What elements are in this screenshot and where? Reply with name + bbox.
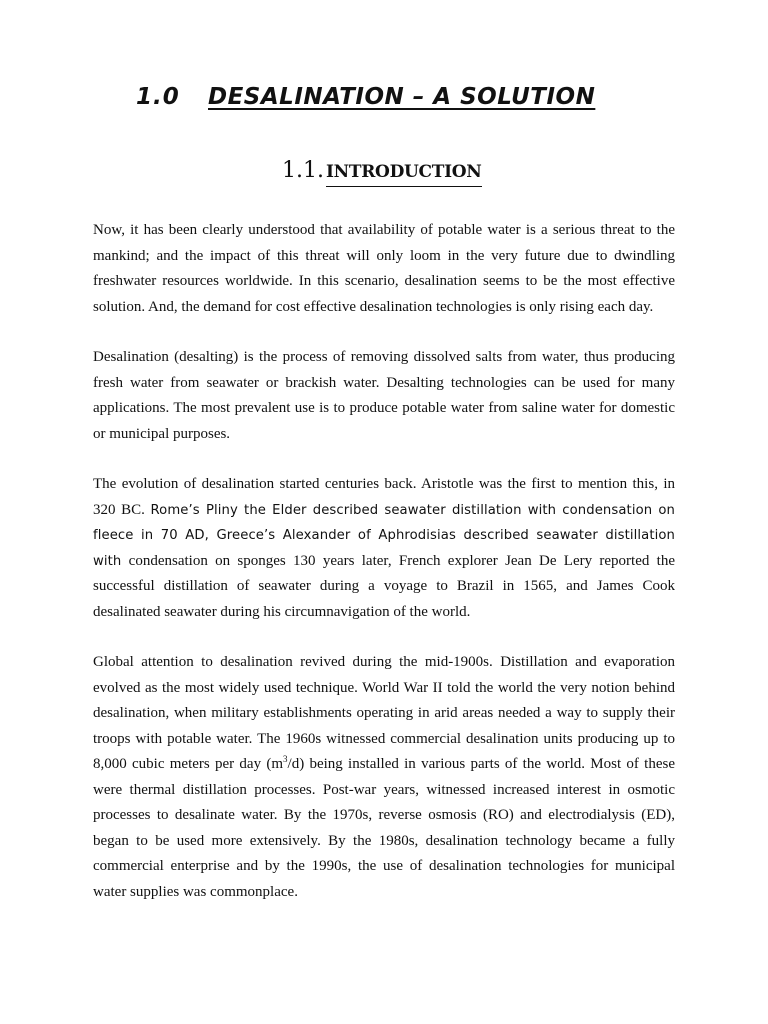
section-number: 1.1.: [282, 158, 324, 183]
paragraph-3-part-2: Rome’s Pliny the Elder described seawater distillation with condensation on fleece in 70 AD, Greece’s Alexander of Aphrodisias described seawater distillation with: [93, 502, 675, 569]
paragraph-1: Now, it has been clearly understood that availability of potable water is a serious threat to the mankind; and the impact of this threat will only loom in the very future due to dwindling freshwater resources worldwide. In this scenario, desalination seems to be the most effective solution. And, the demand for cost effective desalination technologies is only rising each day.: [93, 222, 675, 315]
section-title: INTRODUCTION: [326, 162, 482, 187]
paragraph-4-part-2: /d) being installed in various parts of the world. Most of these were thermal distillation processes. Post-war years, witnessed increased interest in osmotic processes to desalinate water. By the 1970s, reverse osmosis (RO) and electrodialysis (ED), began to be used more extensively. By the 1980s, desalination technology became a fully commercial enterprise and by the 1990s, the use of desalination technologies for municipal water supplies was commonplace.: [93, 756, 675, 900]
paragraph-2: Desalination (desalting) is the process of removing dissolved salts from water, thus producing fresh water from seawater or brackish water. Desalting technologies can be used for many applications. The most prevalent use is to produce potable water from saline water for domestic or municipal purposes.: [93, 349, 675, 442]
chapter-heading: [0, 84, 768, 124]
chapter-number: 1.0: [136, 84, 180, 110]
section-heading: [282, 158, 482, 192]
paragraph-3-part-3: condensation on sponges 130 years later, French explorer Jean De Lery reported the successful distillation of seawater during a voyage to Brazil in 1565, and James Cook desalinated seawater during his circumnavigation of the world.: [93, 552, 675, 620]
paragraph-4-part-1: Global attention to desalination revived during the mid-1900s. Distillation and evaporation evolved as the most widely used technique. World War II told the world the very notion behind desalination, when military establishments operating in arid areas needed a way to supply their troops with potable water. The 1960s witnessed commercial desalination units producing up to 8,000 cubic meters per day (m: [93, 654, 675, 772]
body-text: [93, 218, 675, 930]
superscript-3: 3: [283, 754, 288, 764]
chapter-title: DESALINATION – A SOLUTION: [208, 84, 596, 110]
paragraph-3: [93, 472, 675, 625]
paragraph-3-part-1: The evolution of desalination started centuries back. Aristotle was the first to mention this, in 320 BC.: [93, 476, 675, 518]
paragraph-4: [93, 650, 675, 905]
